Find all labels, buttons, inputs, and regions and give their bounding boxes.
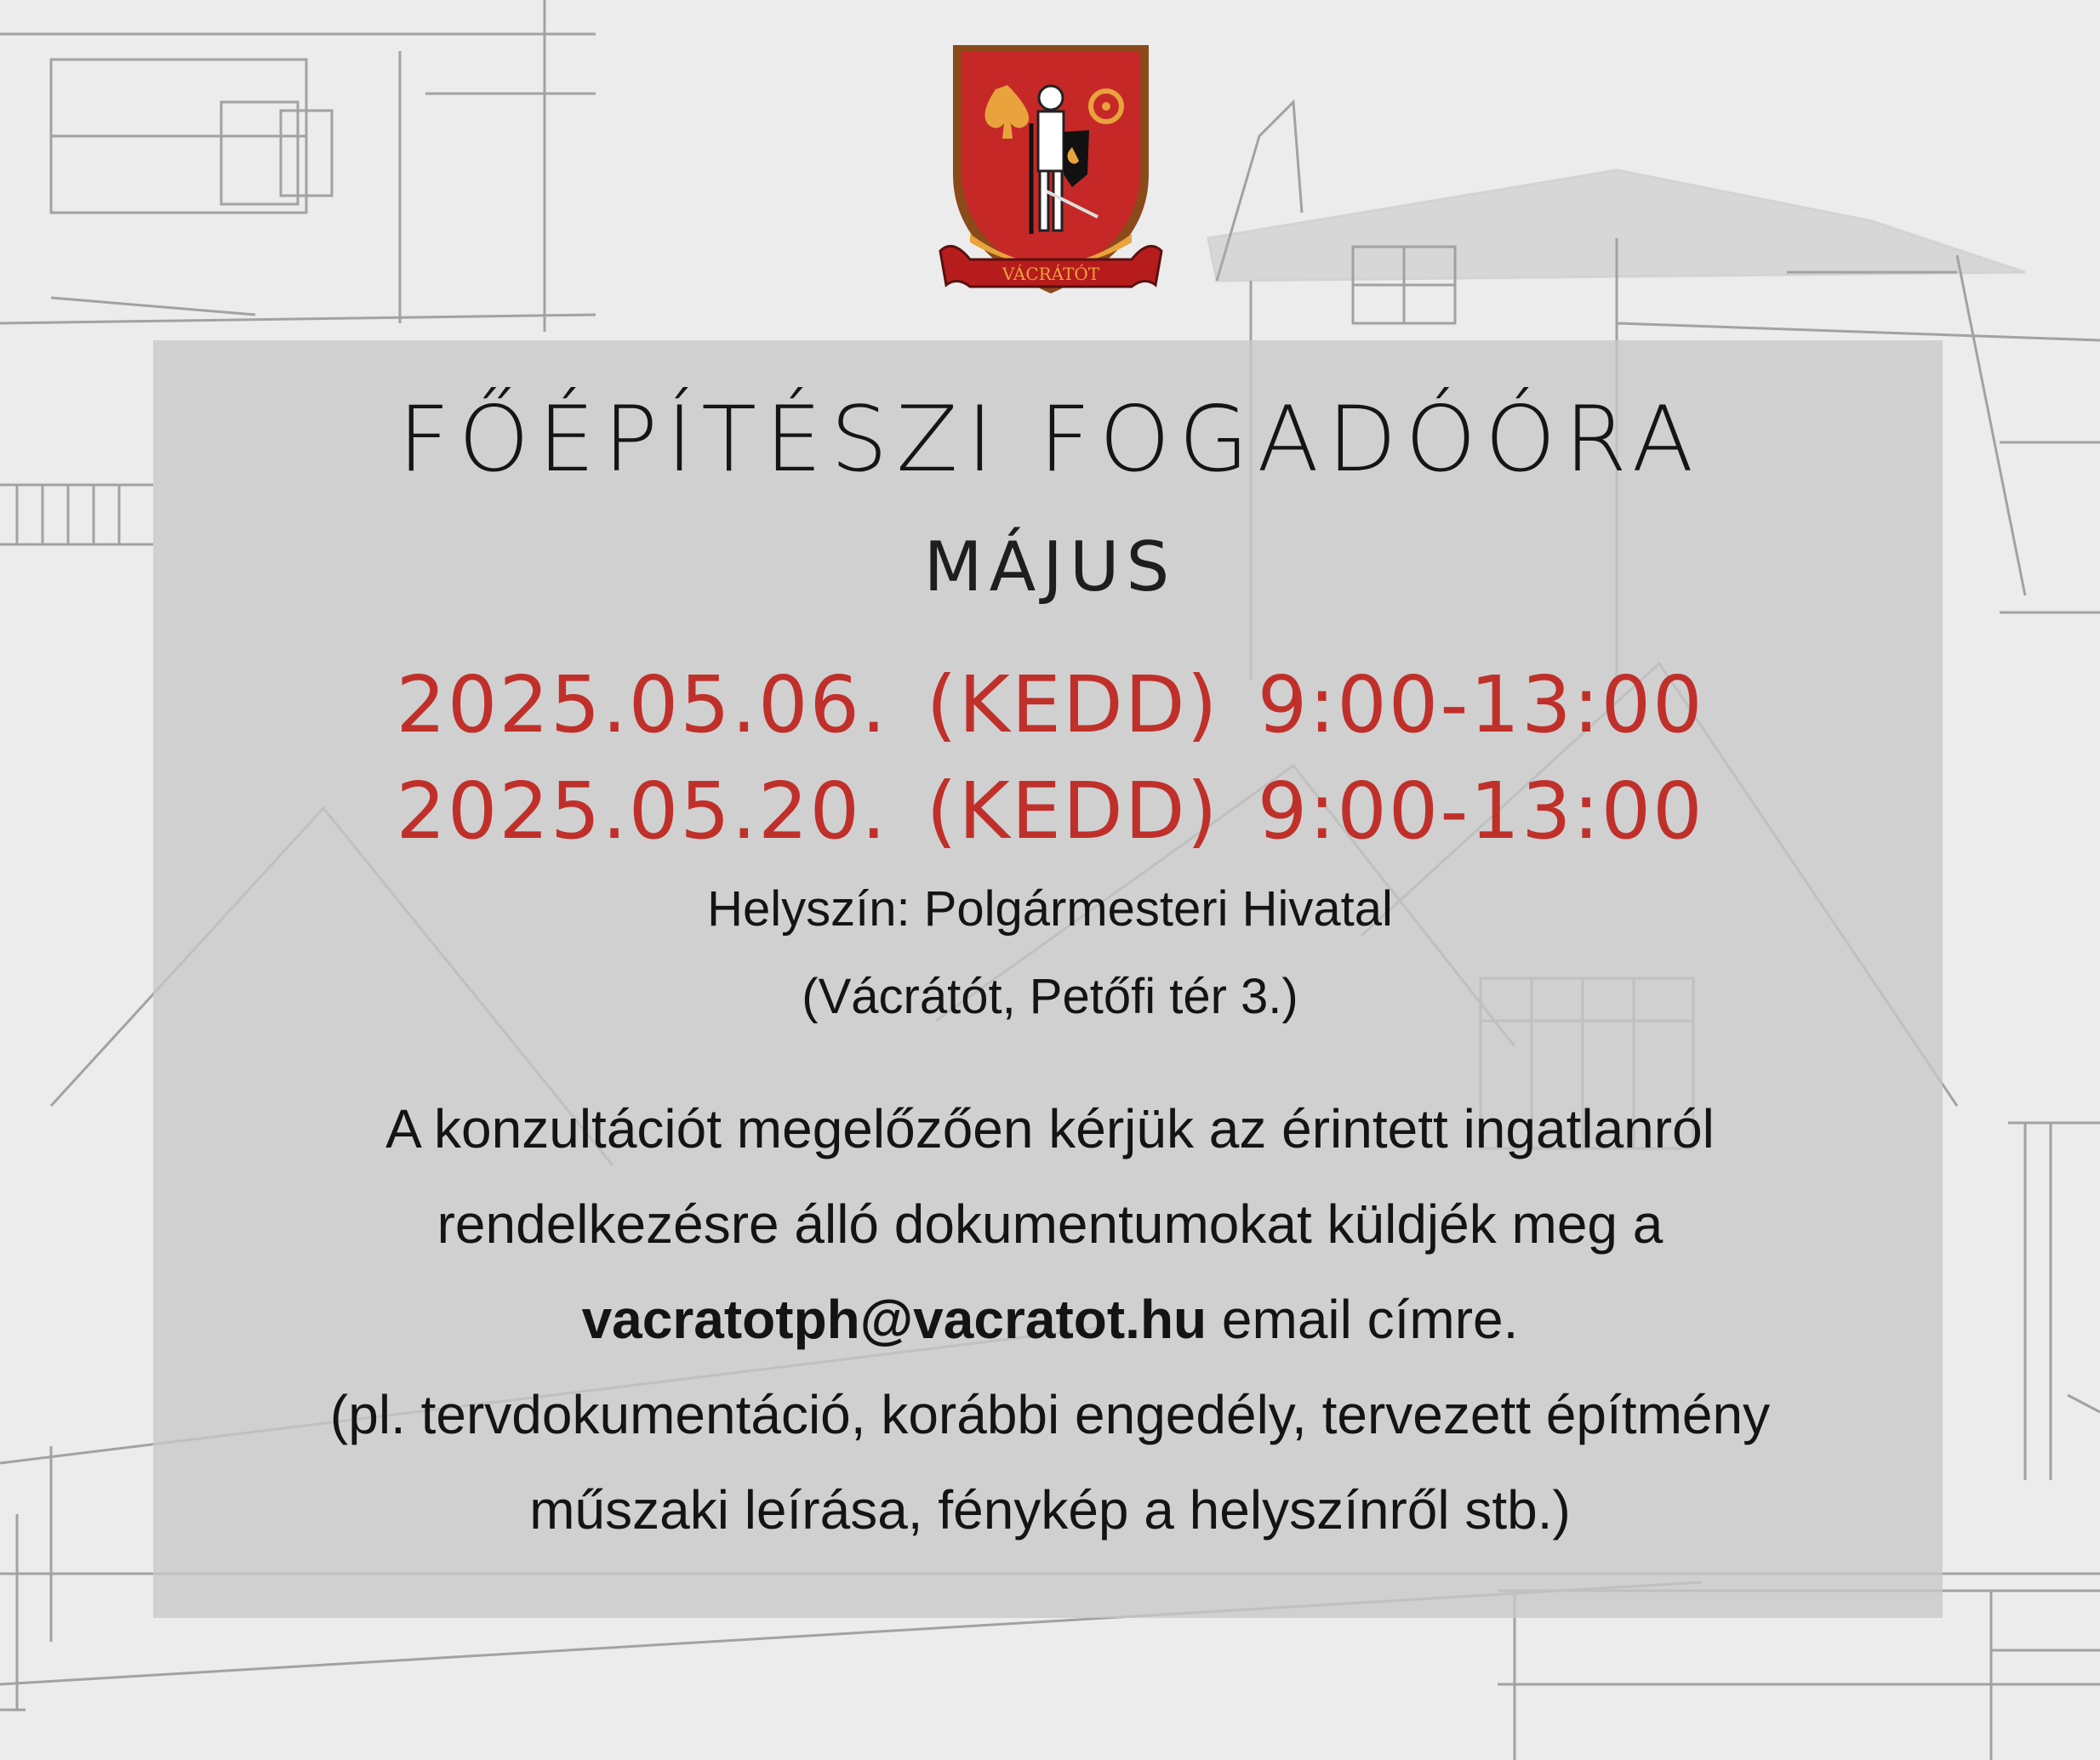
date-line-1: 2025.05.06. (KEDD) 9:00-13:00 xyxy=(396,659,1704,750)
body-line-4: (pl. tervdokumentáció, korábbi engedély, tervezett építmény xyxy=(329,1384,1771,1445)
vacratot-crest-logo xyxy=(936,38,1166,319)
venue-line-2: (Vácrátót, Petőfi tér 3.) xyxy=(802,969,1298,1024)
email-address[interactable]: vacratotph@vacratot.hu xyxy=(581,1289,1207,1350)
page-title: FŐÉPÍTÉSZI FOGADÓÓRA xyxy=(397,387,1703,492)
date-line-2: 2025.05.20. (KEDD) 9:00-13:00 xyxy=(396,766,1704,857)
body-line-3-suffix: email címre. xyxy=(1207,1289,1519,1350)
body-line-5: műszaki leírása, fénykép a helyszínről stb.) xyxy=(529,1479,1571,1541)
venue-line-1: Helyszín: Polgármesteri Hivatal xyxy=(707,881,1393,937)
crest-banner-text: VÁCRÁTÓT xyxy=(1001,264,1100,284)
body-line-2: rendelkezésre álló dokumentumokat küldjék meg a xyxy=(437,1193,1663,1255)
body-line-email xyxy=(0,1288,2100,1351)
body-line-1: A konzultációt megelőzően kérjük az érintett ingatlanról xyxy=(385,1098,1715,1159)
month-label: MÁJUS xyxy=(923,527,1177,607)
